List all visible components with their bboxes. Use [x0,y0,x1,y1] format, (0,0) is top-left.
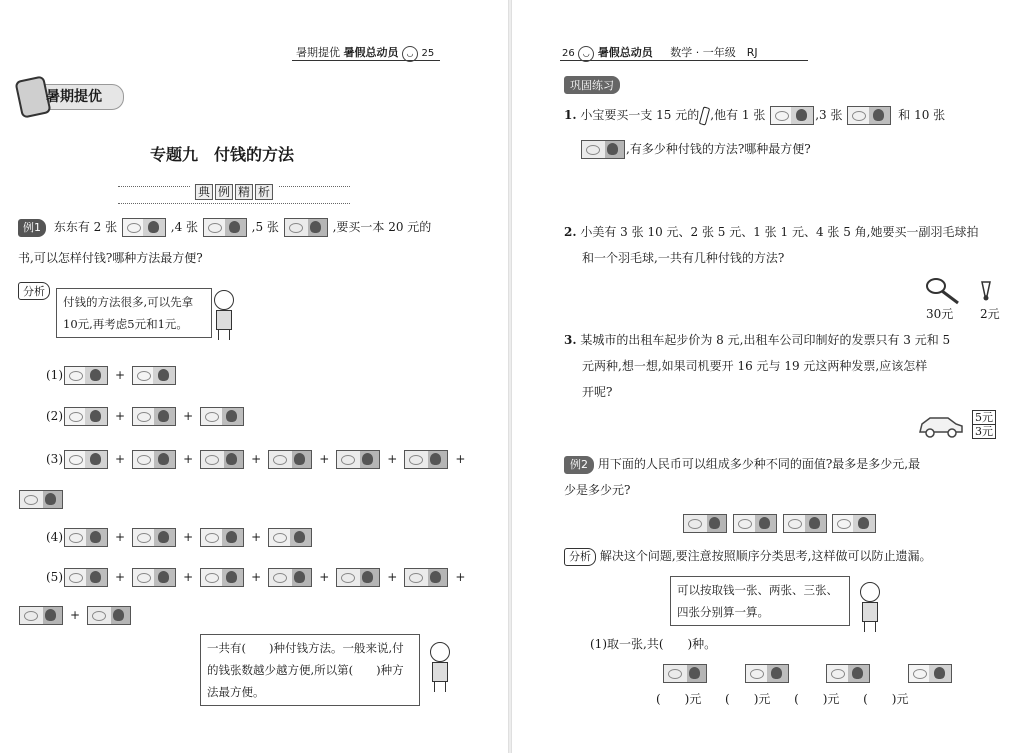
q1-line1: 1. 小宝要买一支 15 元的 ,他有 1 张 ,3 张 和 10 张 [564,106,945,125]
banknote-10-image [64,366,108,385]
banknote-5-image [132,450,176,469]
banknote-1-image [404,568,448,587]
banknote-5-image [64,528,108,547]
analysis-tag: 分析 [18,280,50,300]
banknote-10-image [64,450,108,469]
example2-banknotes [682,514,877,533]
banknote-10-image [64,407,108,426]
header-brand: 暑假总动员 [597,46,653,59]
option-5-cont: + [18,606,132,625]
hint-bubble: 付钱的方法很多,可以先拿10元,再考虑5元和1元。 [56,288,212,338]
header-brand: 暑假总动员 [343,46,399,59]
banknote-5-image [132,528,176,547]
option-3: (3) + + + + + + [46,450,471,469]
banknote-10-image [908,664,952,683]
example1-line2: 书,可以怎样付钱?哪种方法最方便? [18,251,203,265]
taxi-car-icon [916,410,966,440]
banknote-1-image [336,568,380,587]
banknote-1-image [19,606,63,625]
banknote-1-image [200,450,244,469]
take-one-answers [656,690,908,707]
banknote-10-image [132,366,176,385]
banknote-10-image [770,106,814,125]
banknote-5-image [826,664,870,683]
mascot-face-icon: ◡ [402,46,418,62]
header-subject: 数学 · 一年级 RJ [670,46,758,59]
page-number: 26 [562,48,575,59]
banknote-1-image [268,568,312,587]
answer-blank-3: ( )元 [794,692,840,706]
analysis2-tag: 分析 [564,548,596,566]
q3-line2: 元两种,想一想,如果司机要开 16 元与 19 元这两种发票,应该怎样 [582,359,928,373]
banknote-5-image [132,568,176,587]
banknote-5-image [200,407,244,426]
banknote-1-image [284,218,328,237]
option-4: (4) + + + [46,528,313,547]
pen-icon [699,106,710,125]
banknote-10-image [832,514,876,533]
banknote-5-image [203,218,247,237]
banknote-5-image [733,514,777,533]
racket-shuttlecock-icon [924,276,1004,306]
boy-figure-icon [210,290,234,340]
example1-line1: 例1 东东有 2 张 ,4 张 ,5 张 ,要买一本 20 元的 [18,218,431,237]
banknote-5-image [847,106,891,125]
banknote-1-image [683,514,727,533]
q3-line3: 开呢? [582,385,613,399]
banknote-1-image [404,450,448,469]
option-3-cont [18,490,64,509]
q2-line2: 和一个羽毛球,一共有几种付钱的方法? [582,251,785,265]
practice-tag: 巩固练习 [564,74,620,94]
banknote-5-image [745,664,789,683]
shuttlecock-price: 2元 [980,307,1000,321]
banknote-1-image [87,606,131,625]
take-one-banknotes [662,664,953,683]
analysis2-line: 分析 解决这个问题,要注意按照顺序分类思考,这样做可以防止遗漏。 [564,548,931,566]
hint-bubble: 可以按取钱一张、两张、三张、四张分别算一算。 [670,576,850,626]
banknote-1-image [336,450,380,469]
section-badge-text: 暑期提优 [46,89,102,105]
example2-tag: 例2 [564,456,594,474]
page-title: 专题九 付钱的方法 [150,145,295,164]
example2-line1: 例2 用下面的人民币可以组成多少种不同的面值?最多是多少元,最 [564,456,920,474]
mascot-face-icon: ◡ [578,46,594,62]
banknote-5-image [200,528,244,547]
section-band: 典 例 精 析 [118,186,350,204]
banknote-5-image [64,568,108,587]
q3-line1: 3. 某城市的出租车起步价为 8 元,出租车公司印制好的发票只有 3 元和 5 [564,333,951,347]
example1-tag: 例1 [18,219,46,237]
banknote-1-image [268,450,312,469]
banknote-1-image [663,664,707,683]
answer-blank-1: ( )元 [656,692,702,706]
boy-figure-icon [426,642,450,692]
banknote-10-image [122,218,166,237]
option-1: (1) + [46,366,177,385]
option-2: (2) + + [46,407,245,426]
conclusion-box: 一共有( )种付钱方法。一般来说,付的钱张数越少越方便,所以第( )种方法最方便。 [200,634,420,706]
banknote-1-image [581,140,625,159]
q2-line1: 2. 小美有 3 张 10 元、2 张 5 元、1 张 1 元、4 张 5 角,她要买一副羽毛球拍 [564,225,979,239]
option-5: (5) + + + + + + [46,568,471,587]
answer-blank-4: ( )元 [863,692,909,706]
banknote-5-image [132,407,176,426]
left-header [296,44,434,62]
header-section: 暑期提优 [296,46,340,59]
left-page [0,0,508,753]
racket-price: 30元 [926,307,954,321]
banknote-5-image [783,514,827,533]
right-page [512,0,1024,753]
right-header [562,44,758,62]
girl-figure-icon [856,582,880,632]
banknote-1-image [19,490,63,509]
banknote-5-image [268,528,312,547]
page-number: 25 [421,48,435,59]
take-one-line: (1)取一张,共( )种。 [590,637,717,651]
invoice-tickets: 5元 3元 [972,410,996,439]
q1-line2: ,有多少种付钱的方法?哪种最方便? [580,140,811,159]
banknote-5-image [200,568,244,587]
example2-line2: 少是多少元? [564,483,631,497]
answer-blank-2: ( )元 [725,692,771,706]
section-badge [16,78,124,112]
